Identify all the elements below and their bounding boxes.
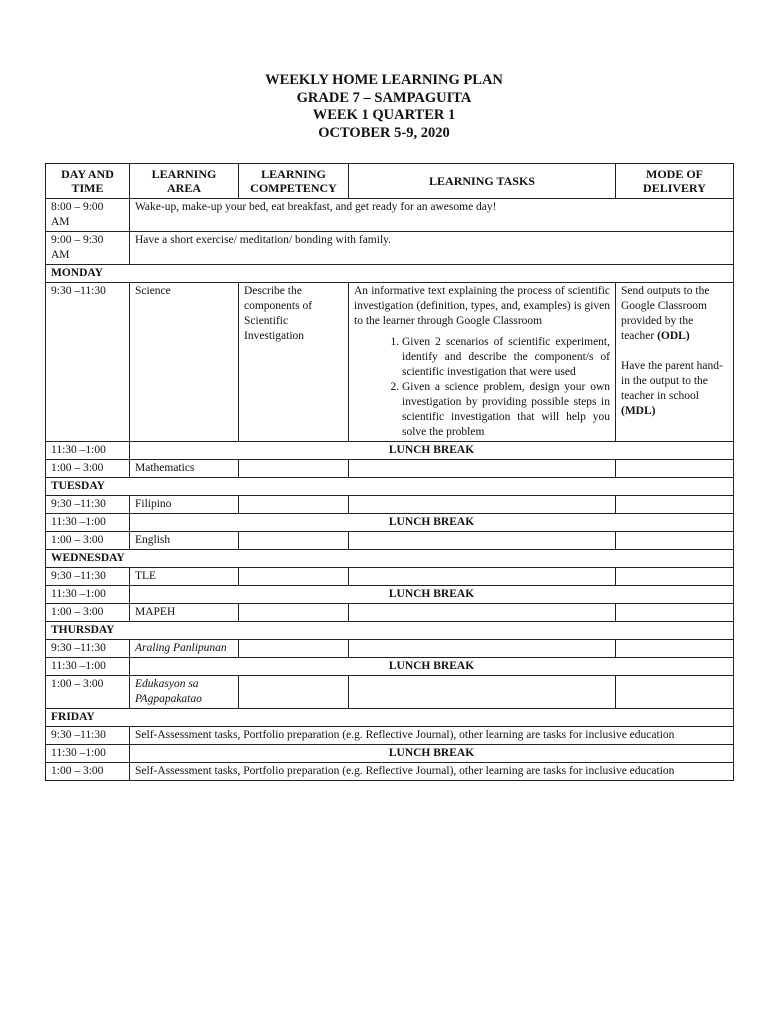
learning-tasks-cell (349, 496, 616, 514)
learning-tasks-cell (349, 604, 616, 622)
delivery-cell (616, 676, 734, 709)
day-row (46, 550, 734, 568)
delivery-cell (616, 496, 734, 514)
document-header (0, 72, 768, 142)
time-cell: 11:30 –1:00 (46, 514, 130, 532)
delivery-cell (616, 604, 734, 622)
delivery-mdl: Have the parent hand-in the output to the teacher in school (MDL) (621, 360, 723, 417)
table-row (46, 640, 734, 658)
table-row (46, 283, 734, 442)
table-row (46, 532, 734, 550)
time-cell: 9:30 –11:30 (46, 568, 130, 586)
time-cell: 1:00 – 3:00 (46, 676, 130, 709)
time-cell: 11:30 –1:00 (46, 745, 130, 763)
learning-area-cell: English (130, 532, 239, 550)
day-label-tuesday: TUESDAY (46, 478, 734, 496)
delivery-cell (616, 532, 734, 550)
time-cell: 8:00 – 9:00 AM (46, 199, 130, 232)
col-header-mode-of-delivery: MODE OF DELIVERY (616, 164, 734, 199)
delivery-cell (616, 640, 734, 658)
col-header-learning-area: LEARNING AREA (130, 164, 239, 199)
learning-area-cell: Araling Panlipunan (130, 640, 239, 658)
learning-area-cell: Mathematics (130, 460, 239, 478)
lunch-break: LUNCH BREAK (130, 586, 734, 604)
competency-cell (239, 676, 349, 709)
learning-tasks-cell (349, 640, 616, 658)
competency-cell (239, 568, 349, 586)
header-row (46, 164, 734, 199)
day-row (46, 709, 734, 727)
lunch-break: LUNCH BREAK (130, 745, 734, 763)
table-row (46, 442, 734, 460)
time-cell: 1:00 – 3:00 (46, 604, 130, 622)
lunch-break: LUNCH BREAK (130, 514, 734, 532)
time-cell: 11:30 –1:00 (46, 658, 130, 676)
routine-text: Have a short exercise/ meditation/ bonding with family. (130, 232, 734, 265)
learning-area-cell: Science (130, 283, 239, 442)
learning-area-cell: MAPEH (130, 604, 239, 622)
learning-area-cell: Filipino (130, 496, 239, 514)
competency-cell (239, 460, 349, 478)
table-row (46, 658, 734, 676)
table-row (46, 676, 734, 709)
delivery-cell (616, 568, 734, 586)
time-cell: 1:00 – 3:00 (46, 460, 130, 478)
learning-tasks-cell (349, 283, 616, 442)
learning-plan-table (45, 163, 734, 781)
col-header-day-time: DAY AND TIME (46, 164, 130, 199)
mdl-tag: (MDL) (621, 405, 656, 417)
time-cell: 1:00 – 3:00 (46, 763, 130, 781)
routine-text: Wake-up, make-up your bed, eat breakfast, and get ready for an awesome day! (130, 199, 734, 232)
table-row (46, 745, 734, 763)
learning-tasks-cell (349, 676, 616, 709)
time-cell: 9:30 –11:30 (46, 727, 130, 745)
friday-task-text: Self-Assessment tasks, Portfolio preparation (e.g. Reflective Journal), other learning are tasks for inclusive education (130, 727, 734, 745)
day-row (46, 622, 734, 640)
grade-section: GRADE 7 – SAMPAGUITA (296, 89, 472, 106)
task-item: 1. Given 2 scenarios of scientific experiment, identify and describe the component/s of scientific investigation that were used (402, 335, 610, 380)
day-label-thursday: THURSDAY (46, 622, 734, 640)
lunch-break: LUNCH BREAK (130, 442, 734, 460)
table-row (46, 199, 734, 232)
time-cell: 11:30 –1:00 (46, 442, 130, 460)
table-row (46, 232, 734, 265)
col-header-learning-competency: LEARNING COMPETENCY (239, 164, 349, 199)
competency-cell (239, 496, 349, 514)
table-row (46, 496, 734, 514)
time-cell: 9:00 – 9:30 AM (46, 232, 130, 265)
time-cell: 9:30 –11:30 (46, 496, 130, 514)
task-item: 2. Given a science problem, design your own investigation by providing possible steps in scientific investigation that will help you solve the problem (402, 380, 610, 440)
table-row (46, 514, 734, 532)
title: WEEKLY HOME LEARNING PLAN (265, 72, 503, 88)
table-row (46, 763, 734, 781)
day-label-wednesday: WEDNESDAY (46, 550, 734, 568)
table-row (46, 586, 734, 604)
col-header-learning-tasks: LEARNING TASKS (349, 164, 616, 199)
day-label-friday: FRIDAY (46, 709, 734, 727)
table-row (46, 460, 734, 478)
table-row (46, 604, 734, 622)
lunch-break: LUNCH BREAK (130, 658, 734, 676)
odl-tag: (ODL) (657, 330, 690, 342)
time-cell: 1:00 – 3:00 (46, 532, 130, 550)
delivery-cell (616, 460, 734, 478)
task-list (354, 335, 610, 440)
table-row (46, 568, 734, 586)
time-cell: 11:30 –1:00 (46, 586, 130, 604)
table-row (46, 727, 734, 745)
competency-cell (239, 532, 349, 550)
competency-cell (239, 604, 349, 622)
learning-area-cell: Edukasyon sa PAgpapakatao (130, 676, 239, 709)
day-row (46, 478, 734, 496)
day-label-monday: MONDAY (46, 265, 734, 283)
learning-tasks-cell (349, 532, 616, 550)
learning-tasks-cell (349, 568, 616, 586)
competency-cell (239, 640, 349, 658)
delivery-odl: Send outputs to the Google Classroom provided by the teacher (ODL) (621, 285, 710, 342)
learning-area-cell: TLE (130, 568, 239, 586)
competency-cell: Describe the components of Scientific Investigation (239, 283, 349, 442)
day-row (46, 265, 734, 283)
learning-tasks-cell (349, 460, 616, 478)
date-range: OCTOBER 5-9, 2020 (318, 124, 450, 141)
task-intro: An informative text explaining the process of scientific investigation (definition, types, and, examples) is given to the learner through Google Classroom (354, 285, 610, 327)
friday-task-text: Self-Assessment tasks, Portfolio preparation (e.g. Reflective Journal), other learning are tasks for inclusive education (130, 763, 734, 781)
week-quarter: WEEK 1 QUARTER 1 (312, 107, 456, 123)
delivery-cell (616, 283, 734, 442)
time-cell: 9:30 –11:30 (46, 283, 130, 442)
time-cell: 9:30 –11:30 (46, 640, 130, 658)
